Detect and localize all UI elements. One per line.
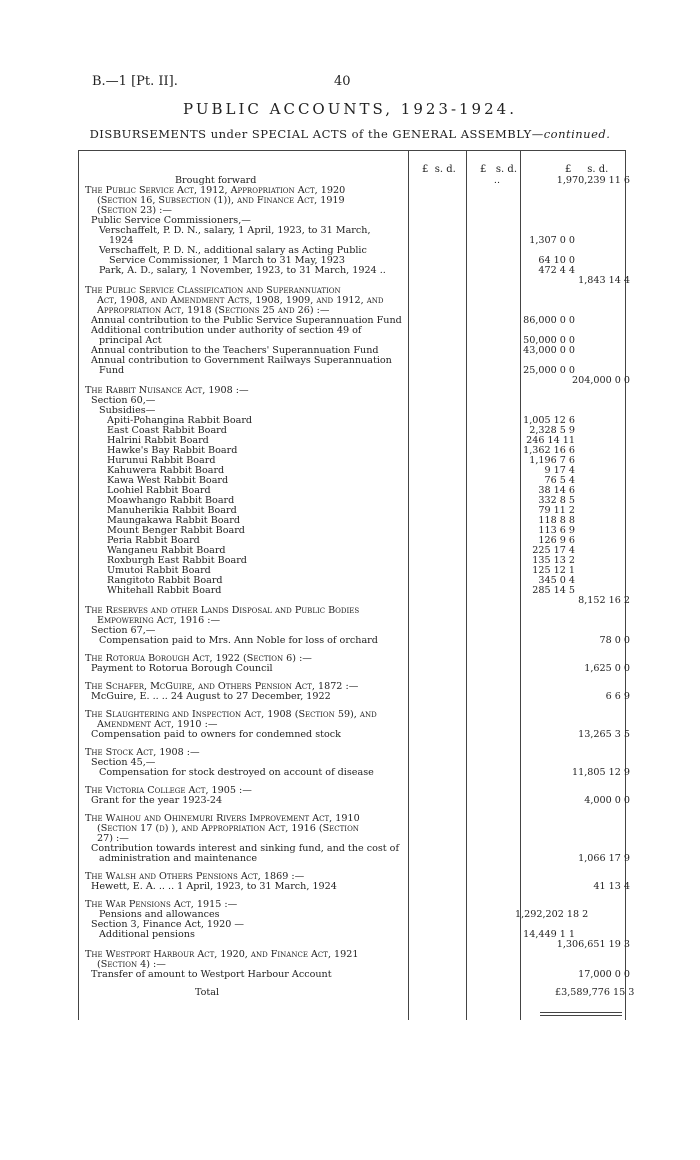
pence-label: d. xyxy=(446,164,456,175)
table-row xyxy=(85,748,630,758)
total-amount: 13,265 3 5 xyxy=(578,729,630,740)
row-description: Hawke's Bay Rabbit Board xyxy=(107,445,238,456)
row-description: East Coast Rabbit Board xyxy=(107,425,227,436)
row-description: Compensation for stock destroyed on account of disease xyxy=(99,767,374,778)
total-amount: 204,000 0 0 xyxy=(572,375,630,386)
table-row xyxy=(85,854,630,864)
row-description: Empowering Act, 1916 :— xyxy=(97,615,221,626)
table-row xyxy=(85,987,635,998)
item-amount: 50,000 0 0 xyxy=(523,335,575,346)
item-amount: 135 13 2 xyxy=(532,555,575,566)
row-description: Halrini Rabbit Board xyxy=(107,435,209,446)
row-description: Amendment Act, 1910 :— xyxy=(97,719,218,730)
row-description: Manuherikia Rabbit Board xyxy=(107,505,237,516)
page-subtitle xyxy=(0,127,700,141)
item-amount: 2,328 5 9 xyxy=(529,425,575,436)
row-description: Annual contribution to the Teachers' Superannuation Fund xyxy=(91,345,379,356)
row-description: Umutoi Rabbit Board xyxy=(107,565,211,576)
item-amount: 332 8 5 xyxy=(538,495,575,506)
row-description: Section 3, Finance Act, 1920 — xyxy=(91,919,244,930)
table-row xyxy=(85,730,630,740)
item-amount: 1,362 16 6 xyxy=(523,445,575,456)
report-reference: B.—1 [Pt. II]. xyxy=(92,74,178,89)
item-amount: 64 10 0 xyxy=(538,255,575,266)
row-description: Maungakawa Rabbit Board xyxy=(107,515,240,526)
item-amount: 76 5 4 xyxy=(544,475,575,486)
item-amount: 118 8 8 xyxy=(538,515,575,526)
table-row xyxy=(85,386,630,396)
row-description: Additional pensions xyxy=(99,929,195,940)
row-description: Peria Rabbit Board xyxy=(107,535,200,546)
total-amount: 6 6 9 xyxy=(605,691,630,702)
row-description: The Schafer, McGuire, and Others Pension Act, 1872 :— xyxy=(85,681,359,692)
total-amount: £3,589,776 15 3 xyxy=(555,987,635,998)
row-description: Pensions and allowances xyxy=(99,909,220,920)
table-row xyxy=(85,824,630,834)
row-description: Rangitoto Rabbit Board xyxy=(107,575,223,586)
total-amount: 17,000 0 0 xyxy=(578,969,630,980)
item-amount: 246 14 11 xyxy=(526,435,575,446)
row-description: Hewett, E. A. .. .. 1 April, 1923, to 31 March, 1924 xyxy=(91,881,337,892)
currency-header-col3 xyxy=(565,164,608,175)
row-description: (Section 4) :— xyxy=(97,959,166,970)
row-description: Verschaffelt, P. D. N., salary, 1 April, 1923, to 31 March, xyxy=(99,225,371,236)
total-amount: 11,805 12 9 xyxy=(572,767,630,778)
row-description: Whitehall Rabbit Board xyxy=(107,585,222,596)
total-amount: 78 0 0 xyxy=(599,635,630,646)
row-description: Section 45,— xyxy=(91,757,156,768)
row-description: Transfer of amount to Westport Harbour Account xyxy=(91,969,332,980)
row-description: Compensation paid to owners for condemned stock xyxy=(91,729,341,740)
table-row xyxy=(85,664,630,674)
item-amount: 1,292,202 18 2 xyxy=(515,909,589,920)
shillings-label: s. xyxy=(434,164,444,175)
item-amount: 345 0 4 xyxy=(538,575,575,586)
row-description: Loohiel Rabbit Board xyxy=(107,485,211,496)
row-description: Total xyxy=(195,987,220,998)
row-description: Payment to Rotorua Borough Council xyxy=(91,663,273,674)
row-description: (Section 23) :— xyxy=(97,205,172,216)
row-description: Subsidies— xyxy=(99,405,156,416)
total-amount: 41 13 4 xyxy=(593,881,630,892)
row-description: Service Commissioner, 1 March to 31 May, 1923 xyxy=(109,255,346,266)
row-description: Kahuwera Rabbit Board xyxy=(107,465,225,476)
table-left-border xyxy=(78,150,79,1020)
row-description: administration and maintenance xyxy=(99,853,258,864)
table-row xyxy=(85,930,630,940)
pound-sign: £ xyxy=(565,164,572,175)
table-row xyxy=(85,796,630,806)
row-description: Grant for the year 1923-24 xyxy=(91,795,223,806)
col1-amount: .. xyxy=(493,175,500,186)
row-description: Contribution towards interest and sinking fund, and the cost of xyxy=(91,843,400,854)
row-description: Fund xyxy=(99,365,125,376)
table-row xyxy=(85,396,630,406)
row-description: The War Pensions Act, 1915 :— xyxy=(85,899,238,910)
row-description: Annual contribution to Government Railways Superannuation xyxy=(91,355,392,366)
table-row xyxy=(85,266,630,276)
row-description: The Reserves and other Lands Disposal and Public Bodies xyxy=(85,605,360,616)
item-amount: 285 14 5 xyxy=(532,585,575,596)
row-description: The Stock Act, 1908 :— xyxy=(85,747,200,758)
row-description: The Rotorua Borough Act, 1922 (Section 6) :— xyxy=(85,653,312,664)
table-row xyxy=(85,768,630,778)
row-description: Roxburgh East Rabbit Board xyxy=(107,555,247,566)
total-amount: 1,306,651 19 3 xyxy=(556,939,630,950)
item-amount: 38 14 6 xyxy=(538,485,575,496)
item-amount: 472 4 4 xyxy=(538,265,575,276)
row-description: principal Act xyxy=(99,335,162,346)
row-description: Hurunui Rabbit Board xyxy=(107,455,216,466)
row-description: Additional contribution under authority of section 49 of xyxy=(91,325,362,336)
item-amount: 1,307 0 0 xyxy=(529,235,575,246)
row-description: Compensation paid to Mrs. Ann Noble for loss of orchard xyxy=(99,635,378,646)
row-description: Mount Benger Rabbit Board xyxy=(107,525,245,536)
total-rule-2 xyxy=(540,1015,622,1016)
row-description: The Walsh and Others Pensions Act, 1869 :— xyxy=(85,871,305,882)
row-description: Brought forward xyxy=(175,175,257,186)
pound-sign: £ xyxy=(422,164,429,175)
currency-header-col1 xyxy=(422,164,456,175)
item-amount: 225 17 4 xyxy=(532,545,575,556)
total-amount: 1,625 0 0 xyxy=(584,663,630,674)
item-amount: 9 17 4 xyxy=(544,465,575,476)
page-title: PUBLIC ACCOUNTS, 1923-1924. xyxy=(183,100,517,118)
table-row xyxy=(85,970,630,980)
table-row xyxy=(85,692,630,702)
shillings-label: s. xyxy=(587,164,596,175)
subtitle-main: DISBURSEMENTS under SPECIAL ACTS of the GENERAL ASSEMBLY xyxy=(89,127,532,141)
row-description: Appropriation Act, 1918 (Sections 25 and 26) :— xyxy=(97,305,330,316)
item-amount: 113 6 9 xyxy=(538,525,575,536)
row-description: The Waihou and Ohinemuri Rivers Improvement Act, 1910 xyxy=(85,813,360,824)
total-amount: 8,152 16 2 xyxy=(578,595,630,606)
table-row xyxy=(85,882,630,892)
item-amount: 25,000 0 0 xyxy=(523,365,575,376)
row-description: The Public Service Classification and Superannuation xyxy=(85,285,341,296)
row-description: The Public Service Act, 1912, Appropriation Act, 1920 xyxy=(85,185,346,196)
item-amount: 14,449 1 1 xyxy=(523,929,575,940)
subtitle-continued: —continued. xyxy=(531,127,611,141)
item-amount: 86,000 0 0 xyxy=(523,315,575,326)
total-amount: 4,000 0 0 xyxy=(584,795,630,806)
item-amount: 1,196 7 6 xyxy=(529,455,575,466)
row-description: 27) :— xyxy=(97,833,129,844)
total-amount: 1,970,239 11 6 xyxy=(556,175,630,186)
item-amount: 43,000 0 0 xyxy=(523,345,575,356)
currency-header-col2 xyxy=(480,164,517,175)
row-description: Kawa West Rabbit Board xyxy=(107,475,229,486)
row-description: Public Service Commissioners,— xyxy=(91,215,251,226)
table-row xyxy=(85,636,630,646)
row-description: Moawhango Rabbit Board xyxy=(107,495,235,506)
pence-label: d. xyxy=(507,164,518,175)
row-description: Section 67,— xyxy=(91,625,156,636)
row-description: Park, A. D., salary, 1 November, 1923, to 31 March, 1924 .. xyxy=(99,265,386,276)
item-amount: 126 9 6 xyxy=(538,535,575,546)
row-description: (Section 16, Subsection (1)), and Finance Act, 1919 xyxy=(97,195,345,206)
table-row xyxy=(85,950,630,960)
row-description: Act, 1908, and Amendment Acts, 1908, 1909, and 1912, and xyxy=(97,295,384,306)
table-top-rule xyxy=(78,150,625,151)
row-description: Section 60,— xyxy=(91,395,156,406)
table-row xyxy=(85,616,630,626)
row-description: The Victoria College Act, 1905 :— xyxy=(85,785,252,796)
total-amount: 1,843 14 4 xyxy=(578,275,630,286)
table-row xyxy=(85,366,630,376)
row-description: 1924 xyxy=(109,235,134,246)
row-description: Wanganeu Rabbit Board xyxy=(107,545,226,556)
total-amount: 1,066 17 9 xyxy=(578,853,630,864)
item-amount: 79 11 2 xyxy=(538,505,575,516)
row-description: McGuire, E. .. .. 24 August to 27 December, 1922 xyxy=(91,691,331,702)
row-description: (Section 17 (d) ), and Appropriation Act, 1916 (Section xyxy=(97,823,359,834)
item-amount: 1,005 12 6 xyxy=(523,415,575,426)
row-description: Apiti-Pohangina Rabbit Board xyxy=(107,415,253,426)
row-description: The Rabbit Nuisance Act, 1908 :— xyxy=(85,385,249,396)
row-description: Annual contribution to the Public Service Superannuation Fund xyxy=(91,315,402,326)
row-description: The Slaughtering and Inspection Act, 1908 (Section 59), and xyxy=(85,709,377,720)
table-row xyxy=(85,586,630,596)
page-number: 40 xyxy=(334,74,351,89)
total-rule-1 xyxy=(540,1012,622,1013)
row-description: The Westport Harbour Act, 1920, and Finance Act, 1921 xyxy=(85,949,359,960)
pence-label: d. xyxy=(598,164,609,175)
row-description: Verschaffelt, P. D. N., additional salary as Acting Public xyxy=(99,245,367,256)
pound-sign: £ xyxy=(480,164,487,175)
item-amount: 125 12 1 xyxy=(532,565,575,576)
shillings-label: s. xyxy=(495,164,505,175)
